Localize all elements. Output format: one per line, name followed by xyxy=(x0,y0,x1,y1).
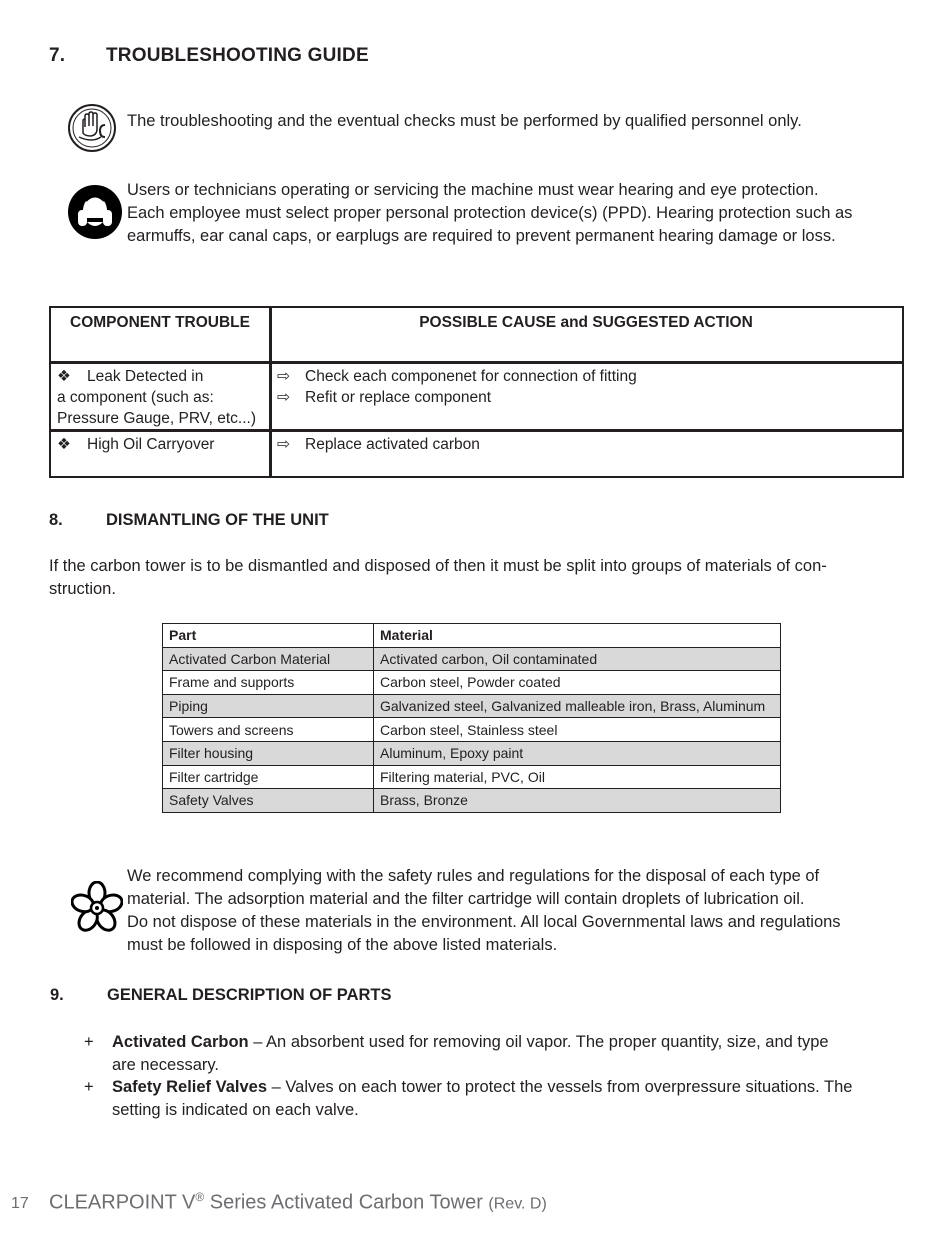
action-item: ⇨ Check each componenet for connection of fitting xyxy=(277,368,637,385)
section-title: TROUBLESHOOTING GUIDE xyxy=(106,45,369,66)
material-cell: Activated carbon, Oil contaminated xyxy=(374,647,781,671)
material-cell: Filtering material, PVC, Oil xyxy=(374,765,781,789)
diamond-bullet-icon: ❖ xyxy=(57,436,71,453)
notice-line: Users or technicians operating or servicing the machine must wear hearing and eye protection. xyxy=(127,181,819,199)
revision-label: (Rev. D) xyxy=(488,1195,547,1213)
paragraph-line: If the carbon tower is to be dismantled and disposed of then it must be split into groups of materials of con- xyxy=(49,557,827,575)
table-row-actions xyxy=(277,366,897,408)
section-title: DISMANTLING OF THE UNIT xyxy=(106,511,329,529)
environment-flower-icon xyxy=(71,881,123,933)
table-row-trouble xyxy=(57,434,267,455)
part-cell: Frame and supports xyxy=(163,671,374,695)
qualified-personnel-icon xyxy=(67,103,117,153)
part-term: Safety Relief Valves xyxy=(112,1078,268,1096)
column-header-part: Part xyxy=(163,624,374,648)
part-description: An absorbent used for removing oil vapor. The proper quantity, size, and type xyxy=(266,1033,829,1051)
section-number: 8. xyxy=(49,511,63,529)
hearing-protection-icon xyxy=(67,184,123,240)
table-header-row xyxy=(163,624,781,648)
material-cell: Carbon steel, Powder coated xyxy=(374,671,781,695)
arrow-right-icon: ⇨ xyxy=(277,368,290,385)
table-row xyxy=(163,718,781,742)
qualified-personnel-notice: The troubleshooting and the eventual checks must be performed by qualified personnel only. xyxy=(127,112,802,130)
trouble-line: ❖ Leak Detected in xyxy=(57,368,204,385)
list-item xyxy=(84,1076,914,1122)
material-cell: Aluminum, Epoxy paint xyxy=(374,741,781,765)
notice-line: Do not dispose of these materials in the environment. All local Governmental laws and regulations xyxy=(127,913,841,931)
table-row xyxy=(163,671,781,695)
troubleshooting-table xyxy=(49,306,904,478)
column-header-component-trouble: COMPONENT TROUBLE xyxy=(70,314,250,331)
part-description: Valves on each tower to protect the vessels from overpressure situations. The xyxy=(285,1078,853,1096)
table-row xyxy=(163,647,781,671)
action-item: ⇨ Refit or replace component xyxy=(277,389,492,406)
section-8-heading xyxy=(49,511,549,533)
plus-bullet-icon: + xyxy=(84,1033,94,1051)
section-title: GENERAL DESCRIPTION OF PARTS xyxy=(107,986,392,1004)
arrow-right-icon: ⇨ xyxy=(277,436,290,453)
trouble-line: a component (such as: xyxy=(57,389,214,406)
table-row-trouble xyxy=(57,366,267,429)
table-divider xyxy=(269,308,272,476)
part-description: are necessary. xyxy=(112,1056,219,1074)
material-cell: Brass, Bronze xyxy=(374,789,781,813)
part-description: setting is indicated on each valve. xyxy=(112,1101,359,1119)
trouble-line: Pressure Gauge, PRV, etc...) xyxy=(57,410,257,427)
list-item-content: Activated Carbon – An absorbent used for removing oil vapor. The proper quantity, size, and type are necessary. xyxy=(112,1031,912,1077)
notice-line: Each employee must select proper personal protection device(s) (PPD). Hearing protection such as xyxy=(127,204,853,222)
table-row xyxy=(163,694,781,718)
list-item xyxy=(84,1031,914,1077)
dismantling-intro xyxy=(49,555,827,601)
notice-line: We recommend complying with the safety rules and regulations for the disposal of each type of xyxy=(127,867,820,885)
part-term: Activated Carbon xyxy=(112,1033,249,1051)
footer-title: CLEARPOINT V® Series Activated Carbon Tower (Rev. D) xyxy=(49,1190,547,1214)
environment-notice xyxy=(127,865,841,957)
table-divider xyxy=(51,361,902,364)
diamond-bullet-icon: ❖ xyxy=(57,368,71,385)
column-header-cause-action: POSSIBLE CAUSE and SUGGESTED ACTION xyxy=(419,314,753,331)
paragraph-line: struction. xyxy=(49,580,116,598)
part-cell: Towers and screens xyxy=(163,718,374,742)
arrow-right-icon: ⇨ xyxy=(277,389,290,406)
trouble-line: ❖ High Oil Carryover xyxy=(57,436,215,453)
materials-table xyxy=(162,623,781,813)
part-cell: Piping xyxy=(163,694,374,718)
material-cell: Carbon steel, Stainless steel xyxy=(374,718,781,742)
column-header-material: Material xyxy=(374,624,781,648)
section-number: 9. xyxy=(50,986,64,1004)
section-number: 7. xyxy=(49,45,66,66)
action-item: ⇨ Replace activated carbon xyxy=(277,436,480,453)
list-item-content: Safety Relief Valves – Valves on each tower to protect the vessels from overpressure situations. The setting is indicated on each valve. xyxy=(112,1076,912,1122)
part-cell: Filter housing xyxy=(163,741,374,765)
table-row xyxy=(163,765,781,789)
section-9-heading xyxy=(50,986,550,1008)
section-7-heading xyxy=(49,45,549,69)
plus-bullet-icon: + xyxy=(84,1078,94,1096)
part-cell: Activated Carbon Material xyxy=(163,647,374,671)
table-divider xyxy=(51,429,902,432)
notice-line: must be followed in disposing of the above listed materials. xyxy=(127,936,558,954)
hearing-protection-notice xyxy=(127,179,852,248)
table-row xyxy=(163,741,781,765)
part-cell: Safety Valves xyxy=(163,789,374,813)
material-cell: Galvanized steel, Galvanized malleable iron, Brass, Aluminum xyxy=(374,694,781,718)
page-number: 17 xyxy=(11,1195,29,1212)
part-cell: Filter cartridge xyxy=(163,765,374,789)
table-row-actions xyxy=(277,434,897,455)
table-row xyxy=(163,789,781,813)
notice-line: material. The adsorption material and the filter cartridge will contain droplets of lubrication oil. xyxy=(127,890,805,908)
notice-line: earmuffs, ear canal caps, or earplugs are required to prevent permanent hearing damage or loss. xyxy=(127,227,836,245)
